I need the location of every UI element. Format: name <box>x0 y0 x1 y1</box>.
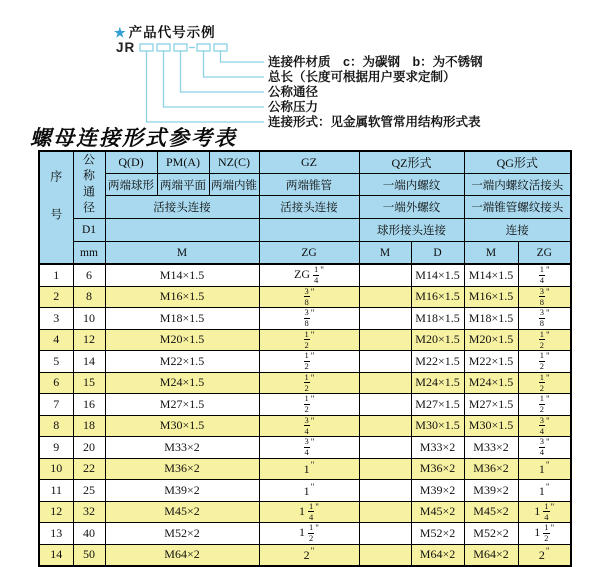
th-connection: 连接 <box>464 219 571 242</box>
table-row <box>39 308 571 330</box>
star-icon: ★ <box>114 25 127 40</box>
cell-qz-d: M30×1.5 <box>411 415 464 437</box>
label-connection: 连接形式：见金属软管常用结构形式表 <box>268 115 481 129</box>
cell-qz-d: M33×2 <box>411 437 464 459</box>
cell-qz-m <box>359 394 411 416</box>
th-union-connection: 活接头连接 <box>105 196 259 219</box>
cell-qg-zg: 1 $\frac{1}{2}$ " <box>518 523 571 545</box>
product-code-prefix: JR <box>116 40 136 55</box>
cell-zg: $\frac{3}{4}$ " <box>259 437 359 459</box>
cell-qz-d: M27×1.5 <box>411 394 464 416</box>
cell-seq: 8 <box>39 415 73 437</box>
cell-dn: 32 <box>73 501 105 523</box>
cell-zg: $\frac{3}{4}$ " <box>259 415 359 437</box>
cell-m: M52×2 <box>105 523 259 545</box>
cell-dn: 20 <box>73 437 105 459</box>
cell-m: M24×1.5 <box>105 372 259 394</box>
cell-seq: 11 <box>39 480 73 502</box>
product-code-heading-text: 产品代号示例 <box>128 25 216 40</box>
th-qz-m: M <box>359 242 411 265</box>
cell-dn: 6 <box>73 264 105 286</box>
th-d1: D1 <box>73 219 105 242</box>
th-pm: PM(A) <box>157 151 209 174</box>
cell-qg-zg: $\frac{3}{4}$ " <box>518 415 571 437</box>
cell-dn: 8 <box>73 286 105 308</box>
code-box-icon <box>140 44 153 51</box>
cell-seq: 13 <box>39 523 73 545</box>
th-pm-sub: 两端平面 <box>157 174 209 196</box>
cell-m: M20×1.5 <box>105 329 259 351</box>
label-material: 连接件材质 c：为碳钢 b：为不锈钢 <box>268 55 483 69</box>
th-qg-m: M <box>464 242 518 265</box>
cell-qg-m: M36×2 <box>464 458 518 480</box>
cell-qg-m: M16×1.5 <box>464 286 518 308</box>
th-qg-form: QG形式 <box>464 151 571 174</box>
cell-zg: 2" <box>259 544 359 566</box>
cell-qz-d: M24×1.5 <box>411 372 464 394</box>
cell-qg-zg: 1" <box>518 458 571 480</box>
cell-dn: 22 <box>73 458 105 480</box>
cell-qz-m <box>359 523 411 545</box>
cell-dn: 50 <box>73 544 105 566</box>
cell-qz-m <box>359 372 411 394</box>
cell-qz-d: M52×2 <box>411 523 464 545</box>
th-gz-union-connection: 活接头连接 <box>259 196 359 219</box>
cell-qz-m <box>359 351 411 373</box>
cell-zg: $\frac{1}{2}$ " <box>259 394 359 416</box>
th-qz-d: D <box>411 242 464 265</box>
cell-qg-m: M30×1.5 <box>464 415 518 437</box>
table-row <box>39 523 571 545</box>
cell-qg-m: M20×1.5 <box>464 329 518 351</box>
cell-zg: $\frac{1}{2}$ " <box>259 351 359 373</box>
cell-seq: 3 <box>39 308 73 330</box>
leader-line-pressure <box>164 51 265 107</box>
cell-qz-d: M22×1.5 <box>411 351 464 373</box>
th-gz: GZ <box>259 151 359 174</box>
cell-qz-m <box>359 264 411 286</box>
cell-zg: $\frac{3}{8}$ " <box>259 308 359 330</box>
label-length: 总长（长度可根据用户要求定制） <box>268 70 456 84</box>
cell-m: M18×1.5 <box>105 308 259 330</box>
cell-qg-m: M64×2 <box>464 544 518 566</box>
table-row <box>39 544 571 566</box>
table-row <box>39 415 571 437</box>
cell-qz-d: M20×1.5 <box>411 329 464 351</box>
th-qz-outer-thread: 一端外螺纹 <box>359 196 464 219</box>
cell-zg: $\frac{1}{2}$ " <box>259 329 359 351</box>
cell-qg-m: M52×2 <box>464 523 518 545</box>
th-qg-taper-joint: 一端锥管螺纹接头 <box>464 196 571 219</box>
cell-qg-m: M24×1.5 <box>464 372 518 394</box>
label-pressure: 公称压力 <box>268 100 319 114</box>
cell-seq: 9 <box>39 437 73 459</box>
cell-qg-zg: $\frac{1}{4}$ " <box>518 264 571 286</box>
cell-m: M39×2 <box>105 480 259 502</box>
cell-m: M33×2 <box>105 437 259 459</box>
cell-seq: 7 <box>39 394 73 416</box>
table-row <box>39 501 571 523</box>
cell-qg-zg: $\frac{1}{2}$ " <box>518 372 571 394</box>
th-empty-left <box>105 219 259 242</box>
cell-m: M64×2 <box>105 544 259 566</box>
leader-line-length <box>204 51 265 77</box>
cell-qg-zg: 1" <box>518 480 571 502</box>
th-qd-sub: 两端球形 <box>105 174 157 196</box>
leader-line-diameter <box>181 51 265 92</box>
code-box-icon <box>214 44 227 51</box>
cell-qz-d: M64×2 <box>411 544 464 566</box>
th-mm: mm <box>73 242 105 265</box>
cell-qg-m: M14×1.5 <box>464 264 518 286</box>
cell-qz-m <box>359 544 411 566</box>
cell-m: M16×1.5 <box>105 286 259 308</box>
cell-dn: 10 <box>73 308 105 330</box>
cell-qz-d: M39×2 <box>411 480 464 502</box>
label-diameter: 公称通径 <box>268 85 319 99</box>
cell-qz-d: M18×1.5 <box>411 308 464 330</box>
cell-qg-zg: $\frac{1}{2}$ " <box>518 351 571 373</box>
cell-qz-d: M45×2 <box>411 501 464 523</box>
cell-qg-zg: 1 $\frac{1}{4}$ " <box>518 501 571 523</box>
table-row <box>39 458 571 480</box>
th-nz: NZ(C) <box>209 151 259 174</box>
cell-zg: $\frac{3}{8}$ " <box>259 286 359 308</box>
cell-qz-d: M14×1.5 <box>411 264 464 286</box>
cell-qz-m <box>359 501 411 523</box>
cell-qz-m <box>359 437 411 459</box>
th-qz-inner-thread: 一端内螺纹 <box>359 174 464 196</box>
cell-qz-m <box>359 480 411 502</box>
cell-qz-m <box>359 286 411 308</box>
cell-zg: 1" <box>259 480 359 502</box>
table-row <box>39 437 571 459</box>
cell-dn: 12 <box>73 329 105 351</box>
cell-m: M36×2 <box>105 458 259 480</box>
th-qg-inner-union: 一端内螺纹活接头 <box>464 174 571 196</box>
cell-seq: 5 <box>39 351 73 373</box>
table-row <box>39 394 571 416</box>
cell-qz-d: M36×2 <box>411 458 464 480</box>
cell-qg-zg: $\frac{1}{2}$ " <box>518 329 571 351</box>
cell-dn: 15 <box>73 372 105 394</box>
cell-qg-m: M45×2 <box>464 501 518 523</box>
th-nominal-diameter: 公称通径 <box>73 151 105 219</box>
table-row <box>39 372 571 394</box>
cell-seq: 1 <box>39 264 73 286</box>
nut-connection-reference-table <box>38 150 572 567</box>
cell-m: M14×1.5 <box>105 264 259 286</box>
cell-qz-m <box>359 329 411 351</box>
cell-seq: 14 <box>39 544 73 566</box>
table-row <box>39 286 571 308</box>
cell-qz-m <box>359 458 411 480</box>
cell-m: M30×1.5 <box>105 415 259 437</box>
table-row <box>39 480 571 502</box>
th-qg-zg: ZG <box>518 242 571 265</box>
cell-qg-zg: 2" <box>518 544 571 566</box>
cell-seq: 12 <box>39 501 73 523</box>
cell-zg: $\frac{1}{2}$ " <box>259 372 359 394</box>
code-box-icon <box>157 44 170 51</box>
cell-qg-zg: $\frac{1}{2}$ " <box>518 394 571 416</box>
leader-line-material <box>221 51 265 62</box>
code-box-icon <box>197 44 210 51</box>
cell-qz-m <box>359 415 411 437</box>
th-empty-gz <box>259 219 359 242</box>
table-title: 螺母连接形式参考表 <box>30 126 237 150</box>
cell-qz-d: M16×1.5 <box>411 286 464 308</box>
th-ball-joint-connection: 球形接头连接 <box>359 219 464 242</box>
th-qd: Q(D) <box>105 151 157 174</box>
th-zg: ZG <box>259 242 359 265</box>
th-seq: 序号 <box>39 151 73 264</box>
cell-qg-zg: $\frac{3}{8}$ " <box>518 286 571 308</box>
cell-zg: 1 $\frac{1}{2}$ " <box>259 523 359 545</box>
cell-dn: 40 <box>73 523 105 545</box>
cell-seq: 6 <box>39 372 73 394</box>
th-gz-sub: 两端锥管 <box>259 174 359 196</box>
cell-dn: 25 <box>73 480 105 502</box>
cell-dn: 18 <box>73 415 105 437</box>
cell-qg-m: M33×2 <box>464 437 518 459</box>
cell-qz-m <box>359 308 411 330</box>
table-row <box>39 329 571 351</box>
cell-zg: ZG $\frac{1}{4}$ " <box>259 264 359 286</box>
cell-qg-m: M27×1.5 <box>464 394 518 416</box>
cell-dn: 16 <box>73 394 105 416</box>
cell-zg: 1 $\frac{1}{4}$ " <box>259 501 359 523</box>
cell-m: M45×2 <box>105 501 259 523</box>
th-qz-form: QZ形式 <box>359 151 464 174</box>
cell-seq: 4 <box>39 329 73 351</box>
cell-dn: 14 <box>73 351 105 373</box>
cell-seq: 10 <box>39 458 73 480</box>
cell-qg-m: M18×1.5 <box>464 308 518 330</box>
cell-seq: 2 <box>39 286 73 308</box>
cell-qg-m: M22×1.5 <box>464 351 518 373</box>
table-row <box>39 264 571 286</box>
cell-qg-zg: $\frac{3}{4}$ " <box>518 437 571 459</box>
cell-zg: 1" <box>259 458 359 480</box>
code-box-icon <box>174 44 187 51</box>
table-row <box>39 351 571 373</box>
th-m: M <box>105 242 259 265</box>
th-nz-sub: 两端内锥 <box>209 174 259 196</box>
cell-m: M27×1.5 <box>105 394 259 416</box>
cell-qg-zg: $\frac{3}{8}$ " <box>518 308 571 330</box>
cell-m: M22×1.5 <box>105 351 259 373</box>
cell-qg-m: M39×2 <box>464 480 518 502</box>
